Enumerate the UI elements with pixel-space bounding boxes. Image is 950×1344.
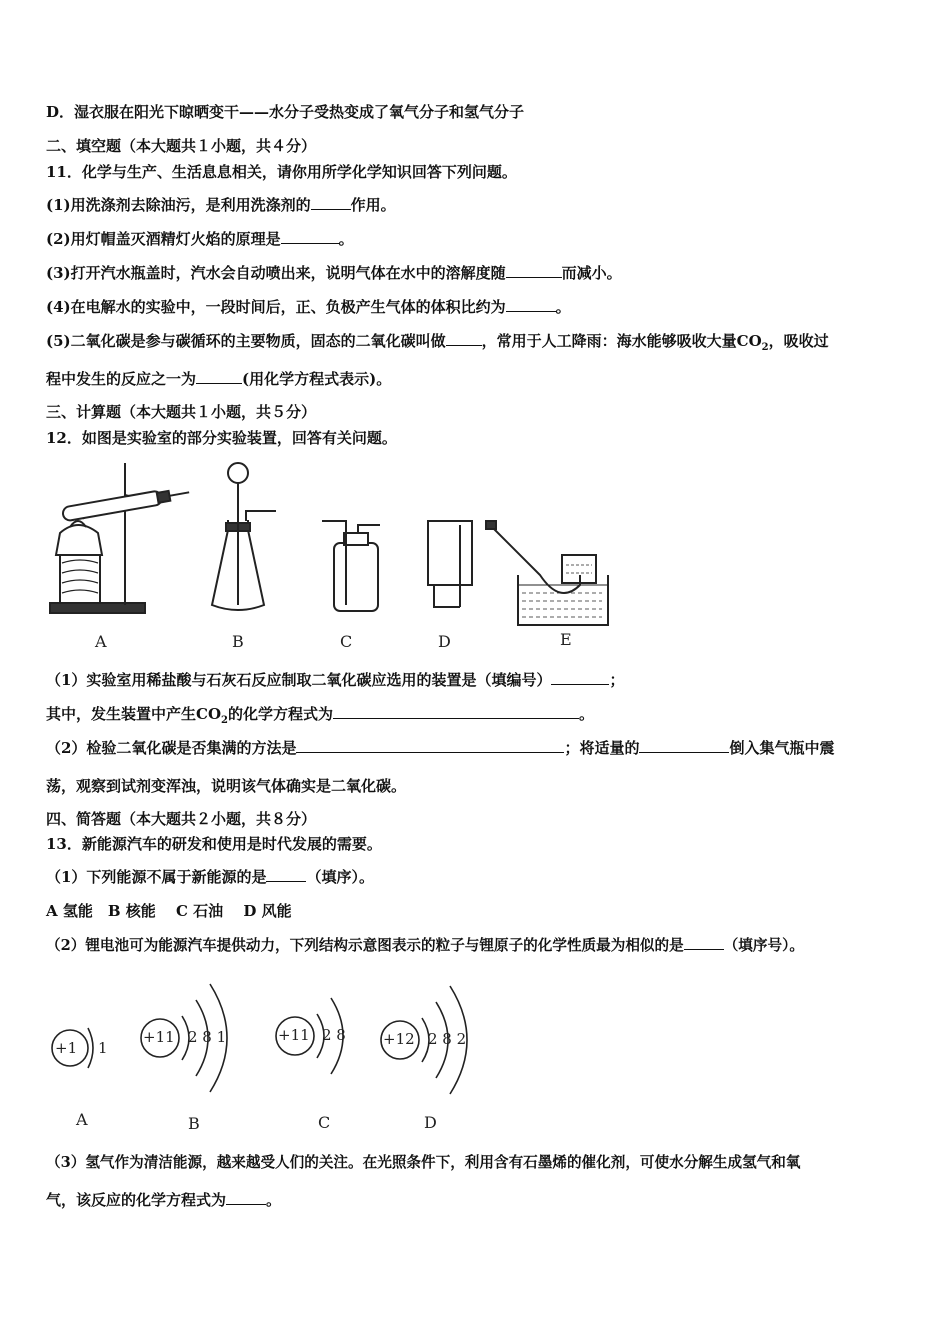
q12-1d-text: 的化学方程式为 [228, 705, 334, 723]
answer-blank[interactable] [333, 704, 579, 719]
atom-b-shells: 2 8 1 [188, 1028, 227, 1046]
q11-3-text: (3)打开汽水瓶盖时，汽水会自动喷出来，说明气体在水中的溶解度随 [46, 264, 506, 282]
co2-formula: $CO_2$ [196, 705, 228, 726]
q11-2-text: (2)用灯帽盖灭酒精灯火焰的原理是 [46, 230, 281, 248]
q12-2-mid: ；将适量的 [564, 739, 640, 757]
question-11-5-cont [46, 369, 391, 389]
q11-5-mid: ，常用于人工降雨：海水能够吸收大量 [481, 332, 737, 350]
section-3-heading: 三、计算题（本大题共１小题，共５分） [46, 403, 317, 421]
co2-formula: $CO_2$ [736, 332, 769, 353]
atom-label-d: D [424, 1113, 437, 1132]
atom-label-a: A [76, 1110, 88, 1129]
atom-label-c: C [318, 1113, 331, 1132]
apparatus-label-a: A [95, 632, 107, 651]
q11-4-tail: 。 [555, 298, 571, 316]
apparatus-figure [40, 455, 630, 655]
question-13-3: （3）氢气作为清洁能源，越来越受人们的关注。在光照条件下，利用含有石墨烯的催化剂，可使水分解生成氢气和氧 [46, 1154, 801, 1171]
q12-1-tail: ； [609, 671, 625, 689]
atom-c-shells: 2 8 [322, 1026, 346, 1044]
answer-blank[interactable] [551, 670, 609, 685]
atom-b-nucleus: +11 [143, 1028, 175, 1046]
question-13-2 [46, 935, 804, 956]
option-d: D．湿衣服在阳光下晾晒变干——水分子受热变成了氧气分子和氢气分子 [46, 103, 525, 121]
section-2-heading: 二、填空题（本大题共１小题，共４分） [46, 137, 317, 155]
stand-base [50, 603, 145, 613]
q11-5-cont-tail: (用化学方程式表示)。 [242, 370, 392, 388]
q13-2-text: （2）锂电池可为能源汽车提供动力，下列结构示意图表示的粒子与锂原子的化学性质最为相似的是 [46, 937, 684, 954]
answer-blank[interactable] [226, 1190, 266, 1205]
answer-blank[interactable] [639, 738, 729, 753]
q12-2-text: （2）检验二氧化碳是否集满的方法是 [46, 739, 297, 757]
atom-c-nucleus: +11 [278, 1026, 310, 1044]
question-11-1 [46, 195, 396, 215]
question-12: 12．如图是实验室的部分实验装置，回答有关问题。 [46, 429, 397, 447]
answer-blank[interactable] [296, 738, 564, 753]
q12-1-text: （1）实验室用稀盐酸与石灰石反应制取二氧化碳应选用的装置是（填编号） [46, 671, 552, 689]
question-13-1 [46, 867, 374, 887]
q12-1e-text: 。 [579, 705, 595, 723]
atom-label-b: B [188, 1114, 200, 1133]
q11-5-text: (5)二氧化碳是参与碳循环的主要物质，固态的二氧化碳叫做 [46, 332, 446, 350]
apparatus-label-c: C [340, 632, 353, 651]
question-13-3-cont [46, 1190, 281, 1210]
q11-1-text: (1)用洗涤剂去除油污，是利用洗涤剂的 [46, 196, 311, 214]
answer-blank[interactable] [506, 297, 556, 312]
q11-5-cont-text: 程中发生的反应之一为 [46, 370, 197, 388]
inverted-bottle [428, 521, 472, 607]
q11-5-end: ，吸收过 [768, 332, 829, 350]
alcohol-lamp [56, 525, 102, 555]
test-tube [62, 485, 190, 521]
apparatus-label-d: D [438, 632, 451, 651]
answer-blank[interactable] [266, 867, 306, 882]
answer-blank[interactable] [446, 331, 482, 346]
q11-1-tail: 作用。 [350, 196, 396, 214]
apparatus-label-b: B [232, 632, 244, 651]
answer-blank[interactable] [506, 263, 562, 278]
apparatus-label-e: E [560, 630, 572, 649]
q12-1c-text: 其中，发生装置中产生 [46, 705, 197, 723]
question-11-2 [46, 229, 354, 249]
atom-a-shells: 1 [98, 1039, 108, 1057]
answer-blank[interactable] [684, 935, 724, 950]
question-12-1 [46, 670, 624, 690]
q11-3-tail: 而减小。 [561, 264, 622, 282]
atom-a-nucleus: +1 [55, 1039, 78, 1057]
atom-d-nucleus: +12 [383, 1030, 415, 1048]
question-11-4 [46, 297, 571, 317]
q12-2-end: 倒入集气瓶中震 [729, 739, 835, 757]
answer-blank[interactable] [311, 195, 351, 210]
q13-2-tail: （填序号）。 [723, 937, 804, 954]
question-12-2 [46, 738, 834, 758]
conical-flask [212, 463, 276, 610]
q13-3-text: 气，该反应的化学方程式为 [46, 1191, 227, 1209]
q11-2-tail: 。 [338, 230, 354, 248]
q13-3-tail: 。 [266, 1191, 282, 1209]
gas-bottle [322, 521, 380, 611]
question-11-3 [46, 263, 622, 283]
question-11-5 [46, 331, 829, 358]
question-12-1-cont [46, 704, 594, 731]
section-4-heading: 四、简答题（本大题共２小题，共８分） [46, 810, 317, 828]
q13-1-text: （1）下列能源不属于新能源的是 [46, 868, 267, 886]
water-trough [486, 521, 608, 625]
answer-blank[interactable] [196, 369, 242, 384]
question-11: 11．化学与生产、生活息息相关，请你用所学化学知识回答下列问题。 [46, 163, 517, 181]
atom-d-shells: 2 8 2 [428, 1030, 467, 1048]
answer-blank[interactable] [281, 229, 339, 244]
question-13-options: A 氢能 B 核能 C 石油 D 风能 [46, 902, 292, 920]
question-12-2-cont: 荡，观察到试剂变浑浊，说明该气体确实是二氧化碳。 [46, 777, 407, 795]
q13-1-tail: （填序）。 [306, 868, 374, 886]
q11-4-text: (4)在电解水的实验中，一段时间后，正、负极产生气体的体积比约为 [46, 298, 506, 316]
question-13: 13．新能源汽车的研发和使用是时代发展的需要。 [46, 835, 382, 853]
